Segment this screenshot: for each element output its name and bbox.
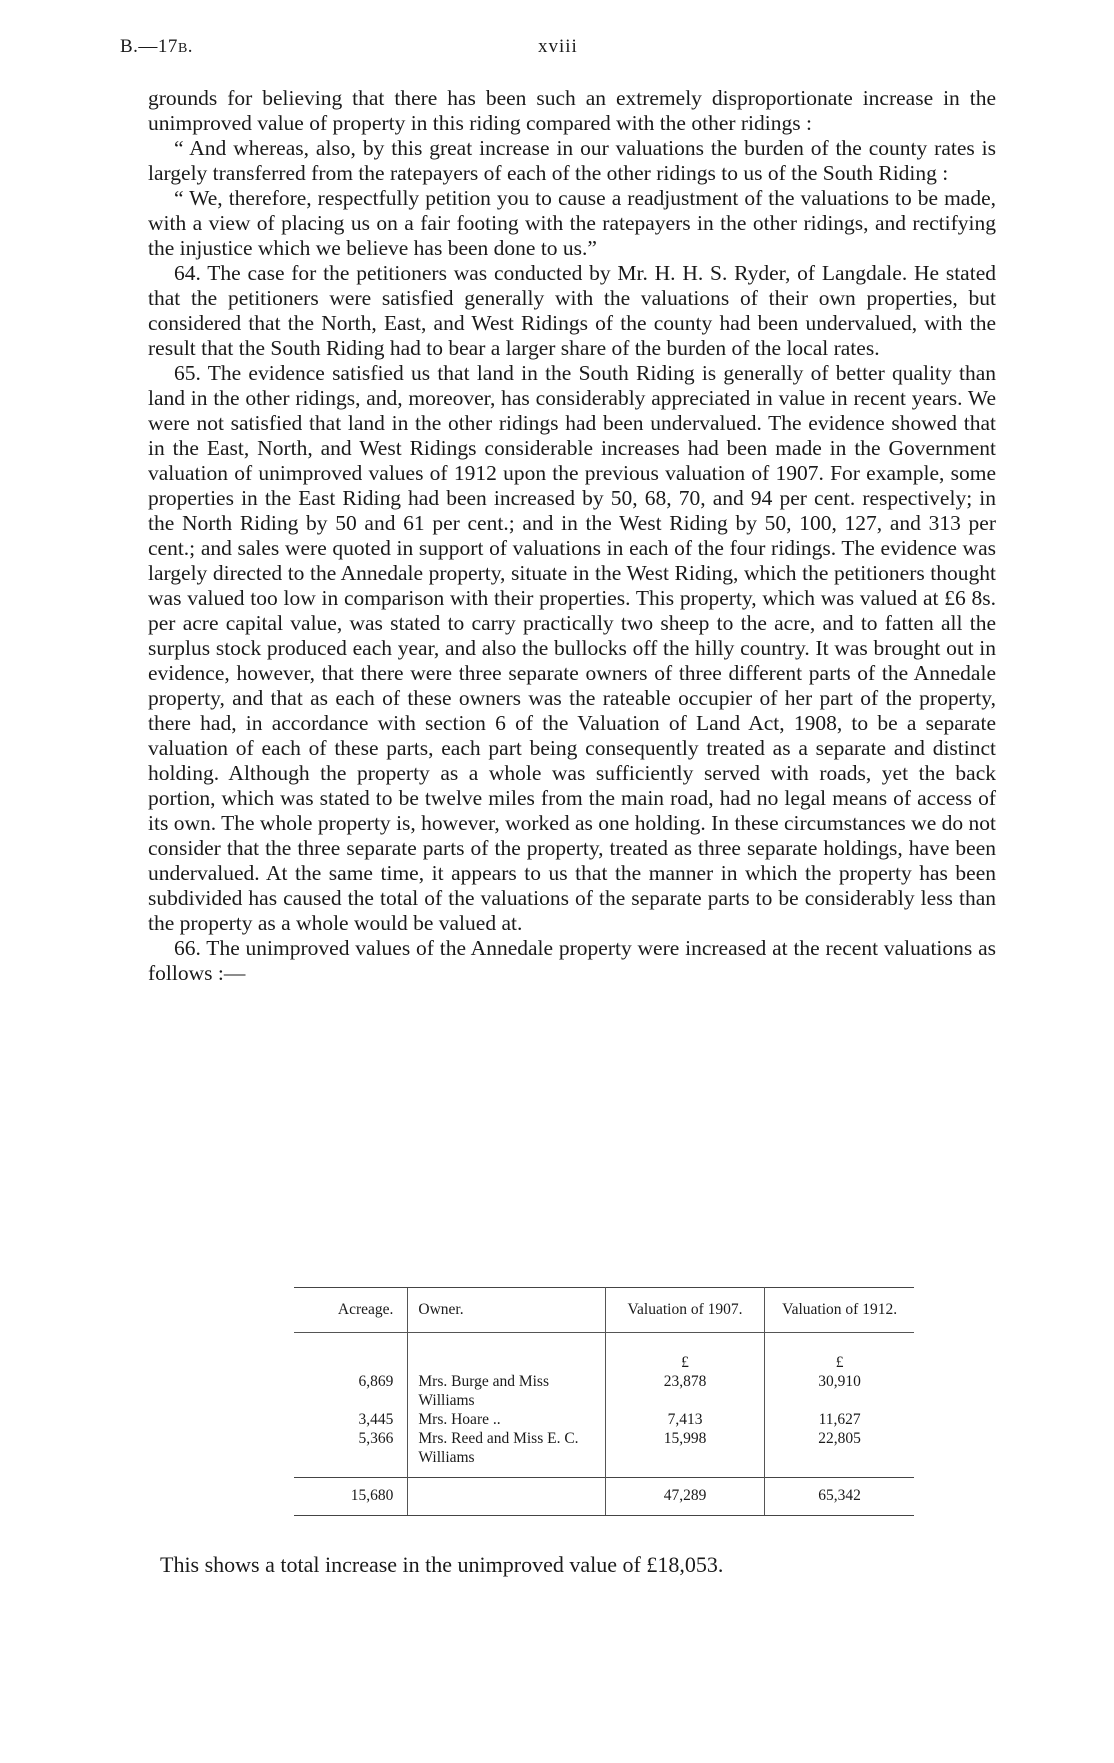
- paragraph-quote-whereas: “ And whereas, also, by this great increase in our valuations the burden of the county rates is largely transferred from the ratepayers of each of the other ridings to us of the South Riding :: [148, 136, 996, 185]
- totals-row: [294, 1478, 914, 1516]
- total-valuation-1912: 65,342: [765, 1478, 914, 1516]
- owner-cell: Mrs. Reed and Miss E. C. Williams: [408, 1429, 605, 1478]
- total-acreage: 15,680: [294, 1478, 408, 1516]
- ref-end: .: [187, 36, 194, 57]
- body-text: [148, 86, 996, 986]
- total-owner: [408, 1478, 605, 1516]
- table-row: [294, 1410, 914, 1429]
- total-valuation-1907: 47,289: [605, 1478, 764, 1516]
- conclusion-text: This shows a total increase in the unimproved value of £18,053.: [160, 1552, 724, 1577]
- valuation-table: [294, 1287, 914, 1516]
- ref-prefix: B.—17: [120, 36, 178, 57]
- valuation-1912-cell: 30,910: [818, 1373, 861, 1390]
- acreage-cell: 5,366: [358, 1430, 394, 1447]
- paragraph-64: 64. The case for the petitioners was conducted by Mr. H. H. S. Ryder, of Langdale. He stated that the petitioners were satisfied generally with the valuations of their own properties, but considered that the North, East, and West Ridings of the county had been undervalued, with the result that the South Riding had to bear a larger share of the burden of the local rates.: [148, 261, 996, 360]
- valuation-1907-cell: 7,413: [605, 1410, 764, 1429]
- header-acreage: Acreage.: [294, 1288, 408, 1333]
- header-valuation-1907: Valuation of 1907.: [605, 1288, 764, 1333]
- valuation-1912-cell: 11,627: [818, 1411, 861, 1428]
- currency-unit-row: [294, 1333, 914, 1373]
- paragraph-65: 65. The evidence satisfied us that land in the South Riding is generally of better quality than land in the other ridings, and, moreover, has considerably appreciated in value in recent years. We were not satisfied that land in the other ridings had been undervalued. The evidence showed that in the East, North, and West Ridings considerable increases had been made in the Government valuation of unimproved values of 1912 upon the previous valuation of 1907. For example, some properties in the East Riding had been increased by 50, 68, 70, and 94 per cent. respectively; in the North Riding by 50 and 61 per cent.; and in the West Riding by 50, 100, 127, and 313 per cent.; and sales were quoted in support of valuations in each of the four ridings. The evidence was largely directed to the Annedale property, situate in the West Riding, which the petitioners thought was valued too low in comparison with their properties. This property, which was valued at £6 8s. per acre capital value, was stated to carry practically two sheep to the acre, and to fatten all the surplus stock produced each year, and also the bullocks off the hilly country. It was brought out in evidence, however, that there were three separate owners of three different parts of the Annedale property, and that as each of these owners was the rateable occupier of her part of the property, there had, in accordance with section 6 of the Valuation of Land Act, 1908, to be a separate valuation of each of these parts, each part being consequently treated as a separate and distinct holding. Although the property as a whole was sufficiently served with roads, yet the back portion, which was stated to be twelve miles from the main road, had no legal means of access of its own. The whole property is, however, worked as one holding. In these circumstances we do not consider that the three separate parts of the property, treated as three separate holdings, have been undervalued. At the same time, it appears to us that the manner in which the property has been subdivided has caused the total of the valuations of the separate parts to be considerably less than the property as a whole would be valued at.: [148, 361, 996, 935]
- owner-cell: Mrs. Hoare ..: [408, 1410, 605, 1429]
- owner-cell: Mrs. Burge and Miss Williams: [408, 1372, 605, 1410]
- header-valuation-1912: Valuation of 1912.: [765, 1288, 914, 1333]
- valuation-1907-cell: 15,998: [605, 1429, 764, 1478]
- header-owner: Owner.: [408, 1288, 605, 1333]
- table-row: [294, 1372, 914, 1410]
- document-reference: [120, 36, 193, 58]
- ref-suffix: B: [177, 41, 188, 56]
- paragraph-66: 66. The unimproved values of the Annedale property were increased at the recent valuations as follows :—: [148, 936, 996, 985]
- paragraph-quote-petition: “ We, therefore, respectfully petition you to cause a readjustment of the valuations to be made, with a view of placing us on a fair footing with the ratepayers in the other ridings, and rectifying the injustice which we believe has been done to us.”: [148, 186, 996, 260]
- paragraph-continuation: grounds for believing that there has been such an extremely disproportionate increase in the unimproved value of property in this riding compared with the other ridings :: [148, 86, 996, 135]
- page-number: xviii: [538, 36, 578, 57]
- acreage-cell: 6,869: [358, 1373, 394, 1390]
- valuation-1907-cell: 23,878: [605, 1372, 764, 1410]
- table-header-row: [294, 1288, 914, 1333]
- unit-1912: £: [835, 1354, 844, 1371]
- acreage-cell: 3,445: [358, 1411, 394, 1428]
- valuation-1912-cell: 22,805: [818, 1430, 861, 1447]
- unit-1907: £: [605, 1333, 764, 1373]
- page-header: [120, 36, 1000, 64]
- table-row: [294, 1429, 914, 1478]
